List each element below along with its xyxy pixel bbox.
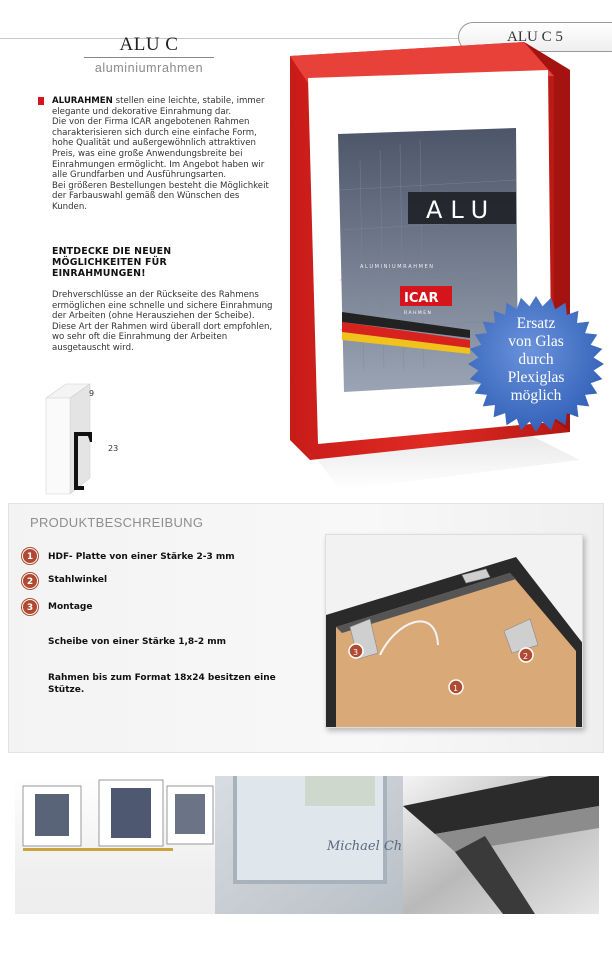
bullet-marker xyxy=(38,97,44,105)
feature-number-badge: 3 xyxy=(22,599,38,615)
support-stand-note: Rahmen bis zum Format 18x24 besitzen eine Stütze. xyxy=(48,673,276,695)
feature-hdf-plate: HDF- Platte von einer Stärke 2-3 mm xyxy=(48,552,235,562)
intro-text xyxy=(52,96,274,213)
profile-height-dimension: 23 xyxy=(108,444,119,453)
photo-marker: 3 xyxy=(353,648,359,657)
intro-lead: ALURAHMEN xyxy=(52,96,113,106)
title-underline xyxy=(84,57,214,58)
starburst-line: durch xyxy=(518,351,554,368)
header-rule xyxy=(0,38,460,39)
intro-paragraph-2: Die von der Firma ICAR angebotenen Rahmen charakterisieren sich durch eine einfache Form, hohe Qualität und außergewöhnlich attraktiven Preis, was eine große Anwendungsbreite bei Einrahmungen ermöglicht. Im Angebot haben wir alle Grundfarben und Ausführungsarten. xyxy=(52,117,265,181)
bottom-image-strip xyxy=(15,776,599,914)
poster-tagline: A L U M I N I U M R A H M E N xyxy=(360,264,433,270)
mechanism-paragraph-1: Drehverschlüsse an der Rückseite des Rahmens ermöglichen eine schnelle und sichere Einrahmung der Arbeiten (ohne Herausziehen der Scheibe). xyxy=(52,290,273,322)
starburst-line: von Glas xyxy=(508,333,564,350)
starburst-line: Plexiglas xyxy=(507,369,565,386)
strip-signature: Michael Ch xyxy=(327,839,403,854)
intro-lead-rest: stellen eine leichte, stabile, immer elegante und dekorative Einrahmung dar. xyxy=(52,96,265,117)
photo-marker: 1 xyxy=(453,684,459,693)
poster-logo: ICAR xyxy=(404,291,439,306)
poster-brand-word: ALU xyxy=(426,196,497,224)
page-subtitle: aluminiumrahmen xyxy=(94,61,204,75)
mechanism-paragraph-2: Diese Art der Rahmen wird überall dort empfohlen, wo sehr oft die Einrahmung der Arbeiten ausgetauscht wird. xyxy=(52,321,273,353)
glass-thickness-note: Scheibe von einer Stärke 1,8-2 mm xyxy=(48,637,227,647)
discover-heading: ENTDECKE DIE NEUEN MÖGLICHKEITEN FÜR EINRAHMUNGEN! xyxy=(52,246,172,279)
product-description-title: PRODUKTBESCHREIBUNG xyxy=(30,515,204,530)
mechanism-text xyxy=(52,290,274,354)
frame-profile-drawing xyxy=(44,382,114,498)
starburst-line: möglich xyxy=(510,387,562,404)
starburst-text xyxy=(466,315,606,405)
feature-mounting: Montage xyxy=(48,602,93,612)
feature-steel-angle: Stahlwinkel xyxy=(48,575,108,585)
photo-marker: 2 xyxy=(523,652,529,661)
intro-paragraph-3: Bei größeren Bestellungen besteht die Möglichkeit der Farbauswahl gemäß den Wünschen des Kunden. xyxy=(52,180,269,212)
frame-back-illustration xyxy=(326,535,583,728)
poster-logo-sub: R A H M E N xyxy=(404,311,431,316)
product-code-label: ALU C 5 xyxy=(507,29,563,45)
feature-number-badge: 2 xyxy=(22,573,38,589)
profile-width-dimension: 9 xyxy=(89,389,95,398)
feature-number-badge: 1 xyxy=(22,548,38,564)
page-title: ALU C xyxy=(119,34,179,55)
frame-back-photo xyxy=(325,534,583,728)
starburst-line: Ersatz xyxy=(516,315,556,332)
